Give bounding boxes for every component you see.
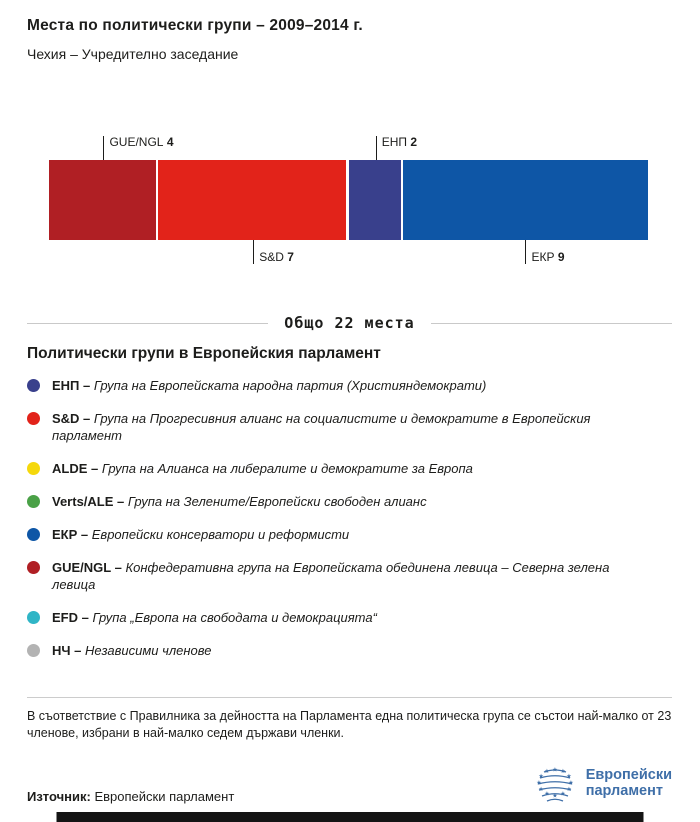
logo-text-line2: парламент — [585, 782, 663, 799]
segment-group-name: ЕКР — [531, 250, 558, 264]
segment-group-name: S&D — [259, 250, 288, 264]
segment-seat-count: 9 — [557, 250, 565, 264]
bar-segment-ekr — [403, 160, 648, 240]
svg-text:★: ★ — [552, 792, 558, 800]
svg-text:★: ★ — [538, 786, 544, 793]
source-value: Европейски парламент — [94, 789, 235, 804]
gue-ngl-color-dot — [27, 561, 40, 574]
group-description: Независими членове — [85, 643, 212, 658]
legend-item-alde — [27, 460, 672, 477]
alde-color-dot — [27, 462, 40, 475]
rule-left — [27, 323, 268, 324]
group-description: Европейски консерватори и реформисти — [91, 527, 350, 542]
svg-text:★: ★ — [544, 790, 550, 798]
legend-item-ekr — [27, 526, 672, 543]
segment-label-enp — [376, 136, 417, 160]
group-abbr: GUE/NGL – — [52, 560, 122, 575]
legend-item-sd — [27, 410, 672, 444]
legend-item-efd — [27, 609, 672, 626]
segment-group-name: ЕНП — [381, 135, 411, 149]
legend-text — [52, 410, 627, 444]
group-abbr: S&D – — [52, 411, 91, 426]
group-abbr: ALDE – — [52, 461, 99, 476]
group-description: Група на Зелените/Европейски свободен алианс — [127, 494, 427, 509]
legend-item-gue-ngl — [27, 559, 672, 593]
svg-text:★: ★ — [536, 779, 542, 787]
legend-text — [52, 493, 427, 510]
segment-seat-count: 4 — [166, 135, 174, 149]
group-abbr: ЕНП – — [52, 378, 91, 393]
legend-text — [52, 559, 627, 593]
legend-item-verts-ale — [27, 493, 672, 510]
legend-text — [52, 377, 486, 394]
group-description: Група на Прогресивния алианс на социалистите и демократите в Европейския парламент — [52, 411, 591, 443]
svg-text:★: ★ — [544, 768, 550, 775]
total-seats-row — [27, 314, 672, 332]
divider-line — [27, 697, 672, 698]
footer — [27, 760, 672, 805]
sd-color-dot — [27, 412, 40, 425]
legend-text — [52, 526, 349, 543]
group-description: Група на Алианса на либералите и демократите за Европа — [101, 461, 473, 476]
svg-text:★: ★ — [565, 786, 572, 793]
footnote: В съответствие с Правилника за дейността на Парламента една политическа група се състои най-малко от 23 членове, избрани в най-малко седем държави членки. — [27, 709, 672, 740]
verts-ale-color-dot — [27, 495, 40, 508]
bar-segment-sd — [158, 160, 349, 240]
group-abbr: EFD – — [52, 610, 89, 625]
segment-seat-count: 7 — [287, 250, 294, 264]
svg-text:★: ★ — [565, 773, 572, 780]
logo-text-line1: Европейски — [585, 766, 672, 783]
page-title: Места по политически групи – 2009–2014 г. — [27, 17, 363, 34]
legend-item-ni — [27, 642, 672, 659]
stacked-bar — [49, 160, 648, 240]
bottom-bar — [57, 812, 644, 822]
legend-heading: Политически групи в Европейския парламент — [27, 345, 381, 362]
legend-text — [52, 460, 473, 477]
source-line — [27, 789, 234, 805]
group-abbr: НЧ – — [52, 643, 82, 658]
segment-label-sd — [253, 240, 294, 264]
rule-right — [431, 323, 672, 324]
group-description: Група на Европейската народна партия (Християндемократи) — [93, 378, 487, 393]
svg-text:★: ★ — [538, 773, 544, 780]
enp-color-dot — [27, 379, 40, 392]
svg-text:★: ★ — [552, 766, 558, 774]
seats-stacked-bar-chart — [49, 134, 648, 266]
european-parliament-logo — [532, 760, 672, 805]
source-label: Източник: — [27, 789, 91, 804]
segment-group-name: GUE/NGL — [109, 135, 167, 149]
ni-color-dot — [27, 644, 40, 657]
segment-label-gue-ngl — [103, 136, 173, 160]
bar-segment-enp — [349, 160, 403, 240]
legend-text — [52, 609, 377, 626]
legend — [27, 377, 672, 659]
total-seats-label: Общо 22 места — [284, 314, 415, 332]
legend-item-enp — [27, 377, 672, 394]
group-abbr: Verts/ALE – — [52, 494, 125, 509]
group-abbr: ЕКР – — [52, 527, 89, 542]
group-description: Конфедеративна група на Европейската обединена левица – Северна зелена левица — [52, 560, 610, 592]
legend-text — [52, 642, 212, 659]
group-description: Група „Европа на свободата и демокрацията“ — [92, 610, 377, 625]
segment-seat-count: 2 — [410, 135, 418, 149]
efd-color-dot — [27, 611, 40, 624]
ekr-color-dot — [27, 528, 40, 541]
page-subtitle: Чехия – Учредително заседание — [27, 46, 239, 62]
logo-text — [586, 767, 672, 799]
segment-label-ekr — [525, 240, 564, 264]
european-parliament-hemicycle-icon — [532, 760, 578, 805]
svg-text:★: ★ — [568, 779, 574, 787]
svg-text:★: ★ — [560, 768, 566, 775]
bar-segment-gue-ngl — [49, 160, 158, 240]
svg-text:★: ★ — [560, 790, 566, 798]
